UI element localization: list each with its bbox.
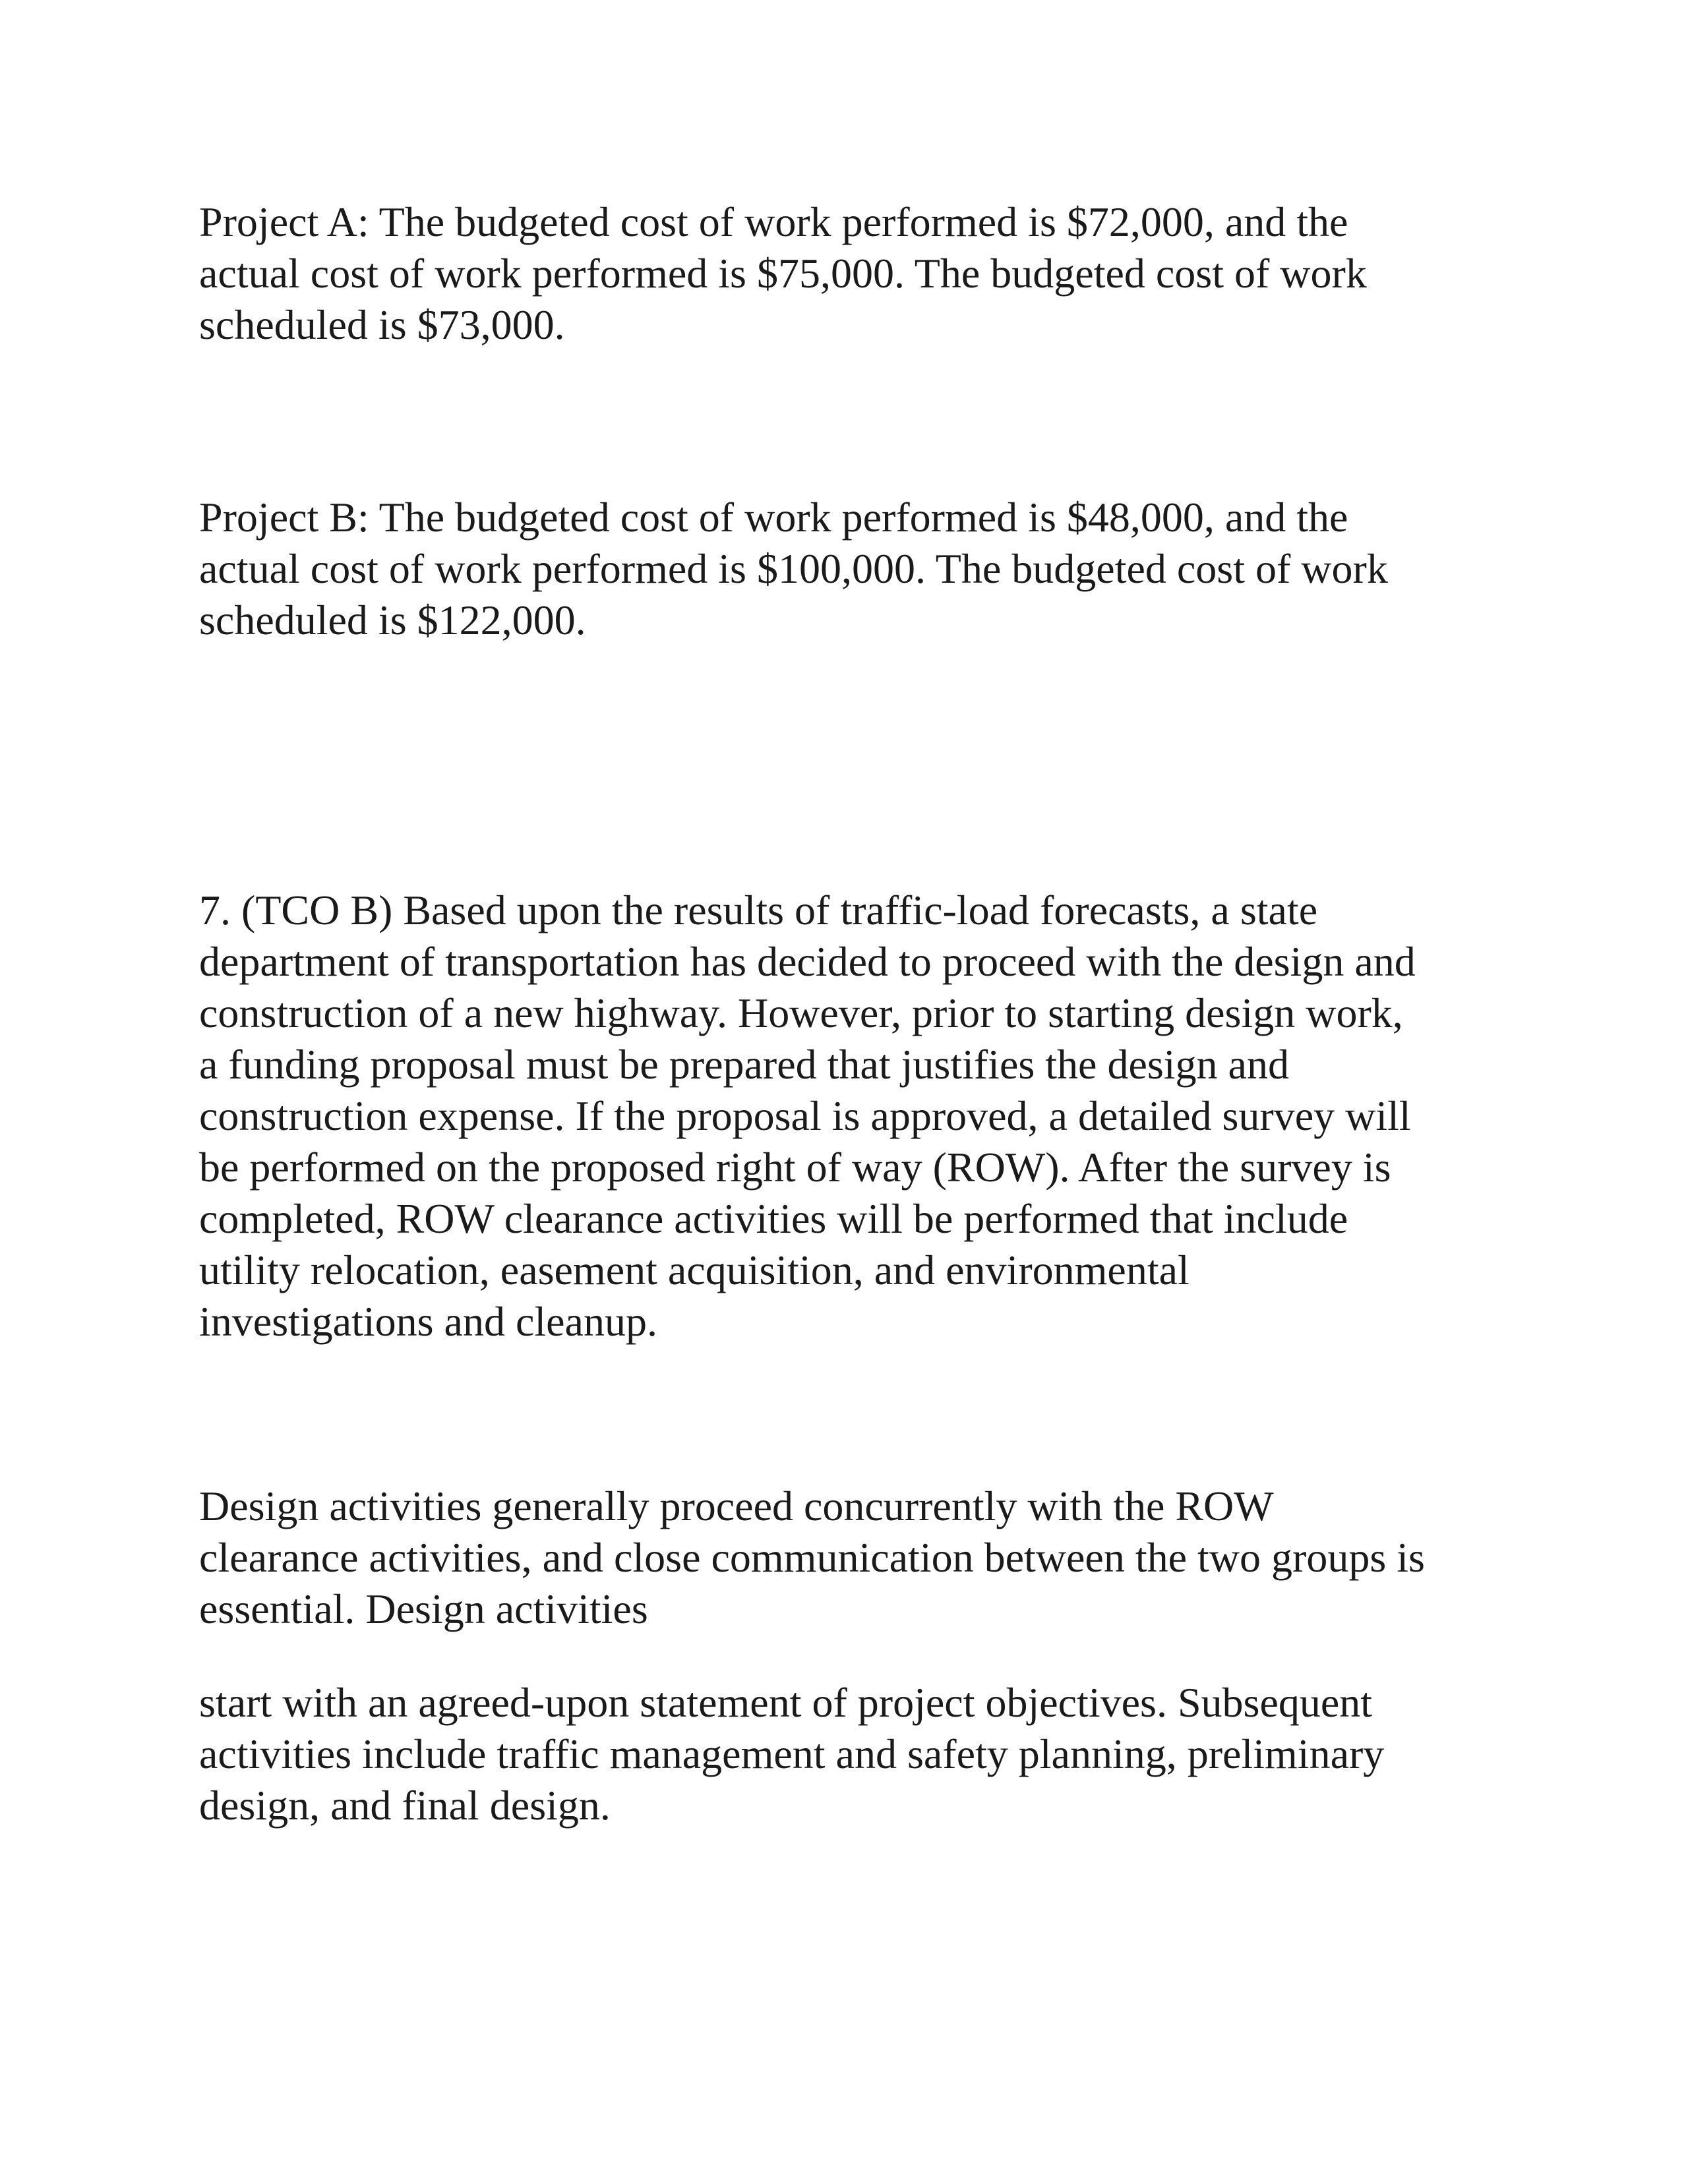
text-line: construction expense. If the proposal is approved, a detailed survey will [199,1092,1411,1139]
text-line: scheduled is $73,000. [199,301,565,348]
text-line: clearance activities, and close communication between the two groups is [199,1534,1425,1581]
text-line: activities include traffic management and safety planning, preliminary [199,1730,1385,1777]
paragraph-design-start [199,1677,1518,1831]
text-line: actual cost of work performed is $75,000. The budgeted cost of work [199,250,1367,297]
text-line: Design activities generally proceed concurrently with the ROW [199,1483,1274,1529]
text-line: actual cost of work performed is $100,000. The budgeted cost of work [199,545,1388,592]
text-line: department of transportation has decided to proceed with the design and [199,938,1416,985]
text-line: design, and final design. [199,1782,611,1829]
text-line: be performed on the proposed right of way (ROW). After the survey is [199,1144,1391,1191]
paragraph-project-a [199,196,1518,351]
text-line: 7. (TCO B) Based upon the results of traffic-load forecasts, a state [199,887,1318,933]
text-line: utility relocation, easement acquisition, and environmental [199,1247,1190,1293]
text-line: investigations and cleanup. [199,1298,657,1345]
text-line: start with an agreed-upon statement of project objectives. Subsequent [199,1679,1373,1726]
text-line: Project A: The budgeted cost of work performed is $72,000, and the [199,198,1348,245]
text-line: Project B: The budgeted cost of work performed is $48,000, and the [199,494,1348,541]
paragraph-project-b [199,492,1518,646]
text-line: scheduled is $122,000. [199,597,586,643]
text-line: essential. Design activities [199,1585,648,1632]
text-line: completed, ROW clearance activities will be performed that include [199,1195,1348,1242]
paragraph-question-7 [199,885,1518,1347]
paragraph-design-activities [199,1481,1518,1635]
text-line: construction of a new highway. However, prior to starting design work, [199,989,1403,1036]
text-line: a funding proposal must be prepared that justifies the design and [199,1041,1289,1088]
